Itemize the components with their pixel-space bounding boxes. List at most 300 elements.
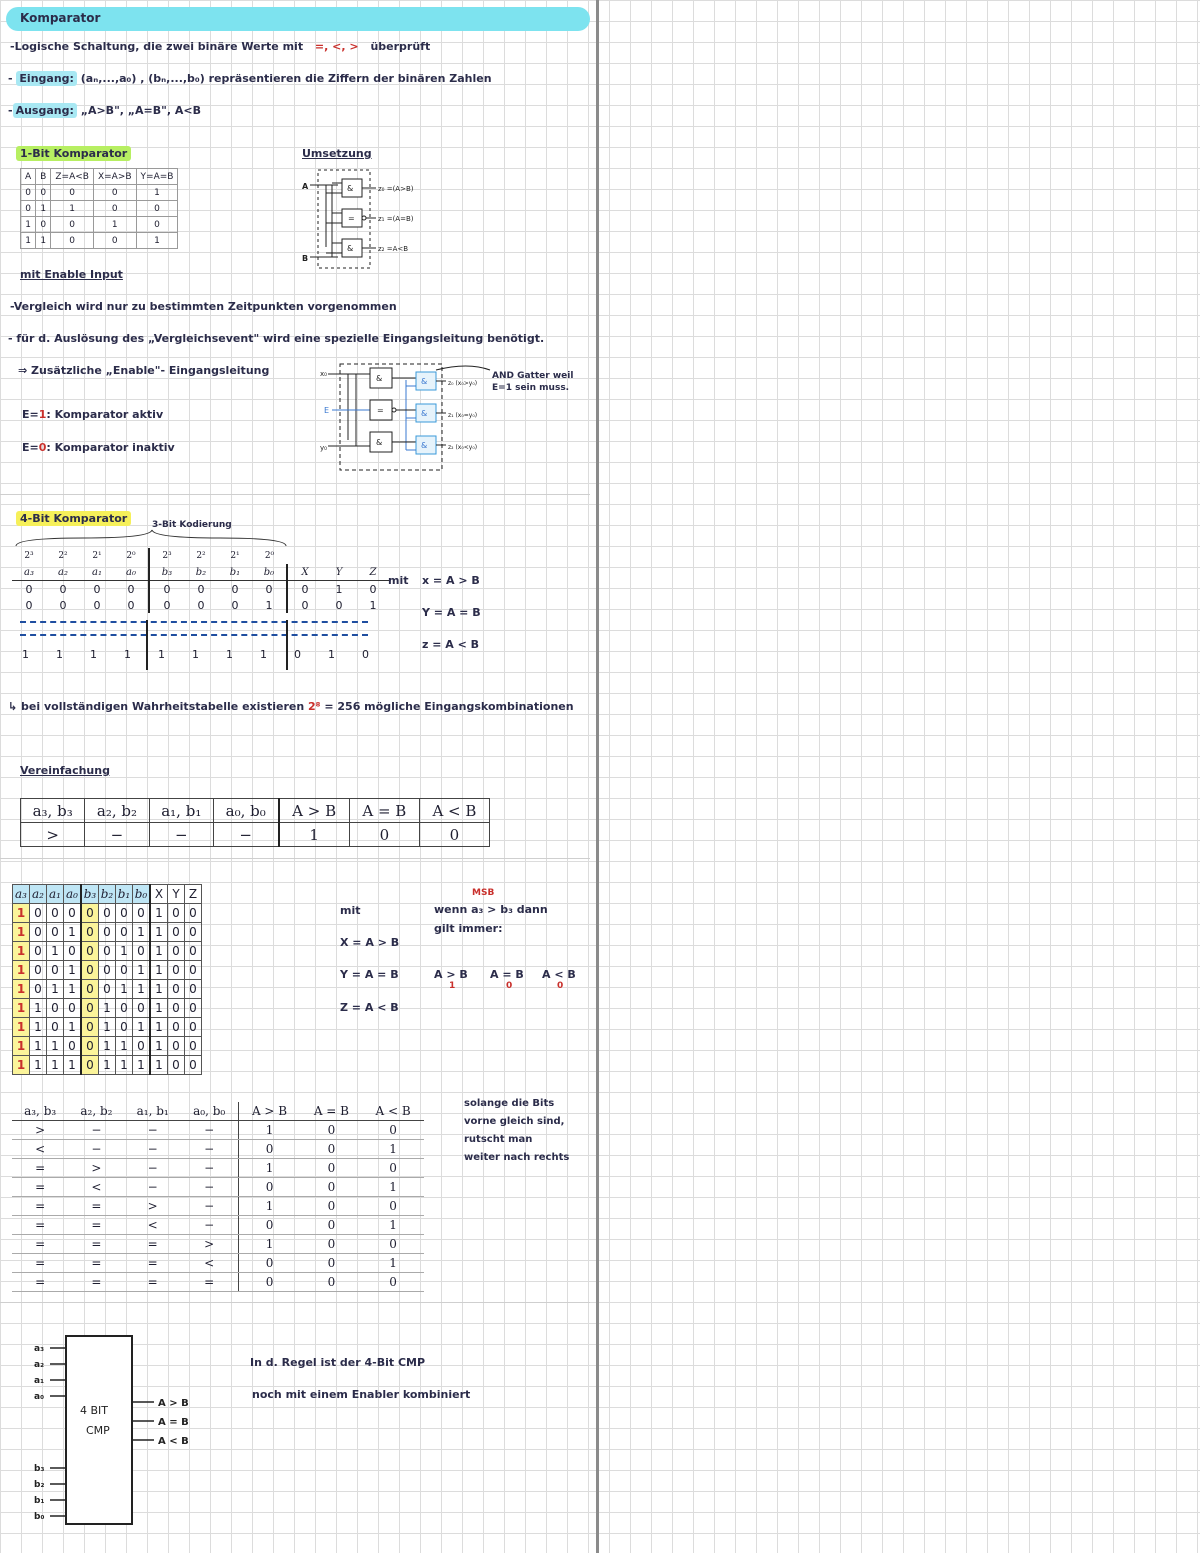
msb-mit: mit bbox=[340, 904, 361, 917]
table-cell: 0 bbox=[185, 904, 202, 923]
svg-text:=: = bbox=[377, 406, 384, 415]
table-cell: = bbox=[125, 1254, 181, 1273]
xnor-gate-icon bbox=[370, 400, 416, 420]
msb-text-2: gilt immer: bbox=[434, 922, 503, 935]
note-text: ↳ bei vollständigen Wahrheitstabelle existieren bbox=[8, 700, 305, 713]
power-cell: 2⁰ bbox=[114, 548, 149, 564]
table-cell: 0 bbox=[136, 217, 178, 233]
header-cell: A > B bbox=[238, 1102, 301, 1121]
table-cell: 0 bbox=[301, 582, 309, 596]
table-cell: 0 bbox=[99, 980, 116, 999]
table-cell: 1 bbox=[36, 233, 51, 249]
table-cell: 0 bbox=[238, 1254, 301, 1273]
cascade-table bbox=[12, 1102, 424, 1292]
table-cell: 1 bbox=[133, 980, 151, 999]
table-cell: 1 bbox=[369, 598, 377, 612]
table-cell: 1 bbox=[13, 904, 30, 923]
header-cell: X=A>B bbox=[93, 169, 136, 185]
header-cell: b₁ bbox=[218, 564, 252, 581]
table-cell: 1 bbox=[13, 1056, 30, 1075]
table-cell: 0 bbox=[301, 1140, 363, 1159]
header-cell: a₀, b₀ bbox=[181, 1102, 238, 1121]
table-cell: 0 bbox=[93, 185, 136, 201]
table-cell: 1 bbox=[51, 201, 94, 217]
table-cell: 1 bbox=[150, 923, 168, 942]
header-cell: Z=A<B bbox=[51, 169, 94, 185]
header-cell: Y bbox=[168, 885, 185, 904]
enable-label-y: y₀ bbox=[320, 444, 327, 452]
table-cell: 0 bbox=[301, 1254, 363, 1273]
table-row bbox=[12, 1121, 424, 1140]
table-cell: − bbox=[181, 1216, 238, 1235]
table-cell: 1 bbox=[150, 942, 168, 961]
and-gate-icon bbox=[370, 368, 416, 388]
table-cell: 0 bbox=[168, 904, 185, 923]
table-cell: 0 bbox=[51, 185, 94, 201]
svg-text:&: & bbox=[421, 441, 428, 450]
header-cell: Z bbox=[185, 885, 202, 904]
table-cell: 1 bbox=[64, 961, 82, 980]
table-cell: 1 bbox=[362, 1140, 424, 1159]
output-label: A < B bbox=[158, 1436, 189, 1447]
table-divider bbox=[286, 620, 288, 670]
table-cell: − bbox=[181, 1140, 238, 1159]
table-cell: 0 bbox=[114, 581, 149, 598]
section-divider bbox=[0, 1302, 590, 1303]
table-cell: 0 bbox=[301, 1197, 363, 1216]
table-cell: 0 bbox=[47, 904, 64, 923]
header-cell: a₃ bbox=[12, 564, 46, 581]
table-cell: 1 bbox=[99, 1056, 116, 1075]
combinations-note bbox=[8, 700, 574, 713]
header-cell: b₃ bbox=[81, 885, 99, 904]
table-cell: 1 bbox=[116, 1056, 133, 1075]
table-cell: = bbox=[68, 1197, 124, 1216]
header-cell: a₁ bbox=[80, 564, 114, 581]
and-gate-icon bbox=[406, 436, 446, 454]
table-cell: − bbox=[85, 823, 149, 847]
table-cell: = bbox=[68, 1235, 124, 1254]
table-cell: 0 bbox=[301, 598, 309, 612]
table-cell: 1 bbox=[133, 923, 151, 942]
title-bar bbox=[6, 7, 590, 31]
table-cell: − bbox=[68, 1140, 124, 1159]
input-label: a₂ bbox=[34, 1360, 45, 1370]
page-title: Komparator bbox=[20, 11, 101, 25]
intro-line-3: - Ausgang: „A>B", „A=B", A<B bbox=[8, 104, 201, 117]
table-header-row bbox=[13, 885, 202, 904]
table-cell: > bbox=[181, 1235, 238, 1254]
table-row bbox=[12, 1178, 424, 1197]
table-cell: 0 bbox=[335, 598, 343, 612]
table-cell: 1 bbox=[116, 942, 133, 961]
header-cell: b₁ bbox=[116, 885, 133, 904]
table-row bbox=[12, 597, 390, 613]
msb-def-y: Y = A = B bbox=[340, 968, 399, 981]
table-cell: 0 bbox=[93, 598, 101, 612]
table-cell: 1 bbox=[47, 1056, 64, 1075]
table-row bbox=[12, 1159, 424, 1178]
output-label: Ausgang: bbox=[13, 103, 77, 118]
header-cell: b₀ bbox=[252, 564, 287, 581]
table-cell: 0 bbox=[185, 923, 202, 942]
table-row bbox=[21, 201, 178, 217]
table-divider bbox=[146, 620, 148, 670]
ellipsis-line bbox=[20, 634, 368, 636]
table-cell: 0 bbox=[21, 201, 36, 217]
table-cell: 0 bbox=[64, 904, 82, 923]
table-cell: < bbox=[68, 1178, 124, 1197]
header-cell: a₂, b₂ bbox=[68, 1102, 124, 1121]
table-cell: 1 bbox=[136, 185, 178, 201]
msb-text-1: wenn a₃ > b₃ dann bbox=[434, 903, 548, 916]
table-cell: 1 bbox=[136, 233, 178, 249]
svg-text:&: & bbox=[376, 438, 383, 447]
table-header-row bbox=[21, 169, 178, 185]
header-cell: a₃, b₃ bbox=[21, 799, 85, 823]
table-cell: 0 bbox=[93, 201, 136, 217]
table-cell: 0 bbox=[59, 598, 67, 612]
table-cell: − bbox=[68, 1121, 124, 1140]
circuit-out-1: z₀ =(A>B) bbox=[378, 185, 414, 193]
table-cell: − bbox=[149, 823, 213, 847]
mit-label: mit bbox=[388, 574, 409, 587]
table-cell: 0 bbox=[30, 942, 47, 961]
msb-result-gt: A > B bbox=[434, 968, 468, 981]
power-cell: 2³ bbox=[162, 551, 172, 561]
table-cell: 1 bbox=[22, 648, 29, 661]
table-cell: 0 bbox=[114, 597, 149, 613]
table-cell: − bbox=[125, 1159, 181, 1178]
table-row bbox=[12, 1254, 424, 1273]
table-cell: = bbox=[125, 1235, 181, 1254]
table-cell: 0 bbox=[133, 942, 151, 961]
table-cell: 0 bbox=[47, 1018, 64, 1037]
table-row bbox=[21, 185, 178, 201]
header-cell: a₁, b₁ bbox=[125, 1102, 181, 1121]
header-cell: A = B bbox=[301, 1102, 363, 1121]
table-cell: 0 bbox=[301, 1235, 363, 1254]
msb-def-x: X = A > B bbox=[340, 936, 400, 949]
enable-value-0: 0 bbox=[38, 441, 47, 454]
table-cell: 1 bbox=[133, 1018, 151, 1037]
intro-text: -Logische Schaltung, die zwei binäre Werte mit bbox=[10, 40, 304, 53]
table-cell: 0 bbox=[64, 999, 82, 1018]
table-cell: 1 bbox=[30, 1037, 47, 1056]
powers-row bbox=[12, 548, 390, 564]
table-cell: 1 bbox=[226, 648, 233, 661]
table-row bbox=[13, 923, 202, 942]
table-cell: 0 bbox=[185, 999, 202, 1018]
coding-brace bbox=[14, 528, 294, 550]
output-text: „A>B", „A=B", A<B bbox=[80, 104, 201, 117]
table-cell: 0 bbox=[47, 961, 64, 980]
table-cell: 1 bbox=[21, 233, 36, 249]
svg-text:&: & bbox=[421, 377, 428, 386]
table-cell: 1 bbox=[13, 1037, 30, 1056]
and-gate-icon bbox=[370, 432, 416, 452]
msb-truth-table bbox=[12, 884, 202, 1075]
table-cell: = bbox=[181, 1273, 238, 1292]
enable-label-x: x₀ bbox=[320, 370, 327, 378]
table-row bbox=[12, 1235, 424, 1254]
table-cell: 0 bbox=[185, 942, 202, 961]
intro-operators: =, <, > bbox=[314, 40, 359, 53]
table-cell: 0 bbox=[64, 1037, 82, 1056]
table-cell: 1 bbox=[93, 217, 136, 233]
table-row bbox=[12, 581, 390, 598]
circuit-label-b: B bbox=[302, 254, 309, 263]
table-cell: 0 bbox=[51, 217, 94, 233]
input-label: a₃ bbox=[34, 1344, 45, 1354]
header-cell: a₂, b₂ bbox=[85, 799, 149, 823]
table-cell: = bbox=[12, 1178, 68, 1197]
and-gate-icon bbox=[326, 179, 376, 197]
header-cell: A > B bbox=[279, 799, 350, 823]
power-cell: 2⁰ bbox=[264, 551, 275, 561]
table-cell: 0 bbox=[93, 582, 101, 596]
table-cell: = bbox=[68, 1273, 124, 1292]
header-cell: Z bbox=[356, 564, 390, 581]
table-cell: 1 bbox=[99, 1037, 116, 1056]
table-cell: 0 bbox=[163, 582, 171, 596]
block-note-2: noch mit einem Enabler kombiniert bbox=[252, 1388, 471, 1401]
table-cell: 1 bbox=[99, 999, 116, 1018]
power-cell: 2² bbox=[58, 551, 68, 561]
table-cell: 1 bbox=[99, 1018, 116, 1037]
table-cell: 1 bbox=[335, 582, 343, 596]
cascade-note-3: rutscht man bbox=[464, 1134, 533, 1145]
table-cell: 0 bbox=[362, 1121, 424, 1140]
table-cell: 0 bbox=[47, 999, 64, 1018]
table-cell: 1 bbox=[56, 648, 63, 661]
input-label: b₂ bbox=[34, 1480, 45, 1490]
table-cell: 0 bbox=[168, 980, 185, 999]
table-cell: < bbox=[181, 1254, 238, 1273]
header-cell: a₀ bbox=[114, 564, 149, 581]
table-cell: 0 bbox=[185, 1018, 202, 1037]
table-cell: 1 bbox=[238, 1197, 301, 1216]
power-cell: 2³ bbox=[24, 551, 34, 561]
table-cell: 0 bbox=[21, 185, 36, 201]
table-cell: 0 bbox=[30, 961, 47, 980]
and-gate-icon bbox=[406, 372, 446, 390]
ellipsis-line bbox=[20, 621, 368, 623]
table-cell: 0 bbox=[294, 648, 301, 661]
enable-line-1: -Vergleich wird nur zu bestimmten Zeitpunkten vorgenommen bbox=[10, 300, 397, 313]
header-cell: X bbox=[287, 564, 322, 581]
header-cell: Y=A=B bbox=[136, 169, 178, 185]
table-cell: 0 bbox=[133, 904, 151, 923]
msb-value-gt: 1 bbox=[449, 981, 456, 991]
enable-heading: mit Enable Input bbox=[20, 268, 123, 281]
power-cell: 2¹ bbox=[230, 551, 240, 561]
page-edge bbox=[596, 0, 599, 1553]
table-cell: 1 bbox=[150, 1018, 168, 1037]
table-cell: = bbox=[12, 1216, 68, 1235]
msb-result-lt: A < B bbox=[542, 968, 576, 981]
table-cell: 0 bbox=[30, 980, 47, 999]
table-cell: 1 bbox=[13, 961, 30, 980]
table-cell: 1 bbox=[30, 999, 47, 1018]
table-cell: 0 bbox=[116, 999, 133, 1018]
def-y: Y = A = B bbox=[422, 606, 481, 619]
table-cell: > bbox=[21, 823, 85, 847]
table-row bbox=[21, 233, 178, 249]
table-cell: 1 bbox=[124, 648, 131, 661]
table-cell: 1 bbox=[64, 923, 82, 942]
input-label: b₀ bbox=[34, 1512, 45, 1522]
table-row bbox=[13, 1056, 202, 1075]
table-cell: 0 bbox=[99, 923, 116, 942]
table-cell: 0 bbox=[93, 233, 136, 249]
enable-inactive bbox=[22, 441, 175, 454]
table-cell: 1 bbox=[64, 1056, 82, 1075]
table-row bbox=[13, 1037, 202, 1056]
enable-active-text: : Komparator aktiv bbox=[46, 408, 164, 421]
table-cell: 0 bbox=[81, 999, 99, 1018]
table-cell: 1 bbox=[192, 648, 199, 661]
table-cell: 0 bbox=[301, 1121, 363, 1140]
table-row bbox=[12, 1216, 424, 1235]
svg-text:&: & bbox=[347, 184, 354, 193]
intro-line-2: - Eingang: (aₙ,...,a₀) , (bₙ,...,b₀) repräsentieren die Ziffern der binären Zahlen bbox=[8, 72, 492, 85]
section-divider bbox=[0, 494, 590, 495]
table-cell: 0 bbox=[36, 185, 51, 201]
table-row bbox=[12, 1197, 424, 1216]
table-cell: = bbox=[12, 1235, 68, 1254]
note-power: 2⁸ bbox=[308, 700, 321, 713]
section-divider bbox=[0, 858, 590, 859]
table-cell: 0 bbox=[168, 1056, 185, 1075]
and-note-2: E=1 sein muss. bbox=[492, 383, 570, 393]
power-cell: 2² bbox=[196, 551, 206, 561]
header-cell: b₀ bbox=[133, 885, 151, 904]
svg-text:=: = bbox=[348, 214, 355, 223]
table-cell: − bbox=[181, 1197, 238, 1216]
table-cell: 1 bbox=[150, 980, 168, 999]
table-cell: 0 bbox=[197, 582, 205, 596]
table-cell: 0 bbox=[30, 923, 47, 942]
enable-value-1: 1 bbox=[38, 408, 47, 421]
table-row bbox=[13, 980, 202, 999]
table-cell: 0 bbox=[25, 598, 33, 612]
table-cell: − bbox=[181, 1178, 238, 1197]
table-cell: 1 bbox=[238, 1235, 301, 1254]
table-cell: = bbox=[125, 1273, 181, 1292]
table-cell: 0 bbox=[168, 1037, 185, 1056]
table-cell: 1 bbox=[158, 648, 165, 661]
msb-label: MSB bbox=[472, 888, 495, 898]
table-cell: 0 bbox=[81, 1037, 99, 1056]
table-cell: = bbox=[68, 1216, 124, 1235]
table-cell: 0 bbox=[231, 582, 239, 596]
table-cell: 0 bbox=[116, 923, 133, 942]
table-cell: = bbox=[12, 1159, 68, 1178]
table-cell: 1 bbox=[150, 1056, 168, 1075]
note-text-end: = 256 mögliche Eingangskombinationen bbox=[324, 700, 574, 713]
table-cell: 0 bbox=[349, 823, 419, 847]
intro-text-end: überprüft bbox=[370, 40, 431, 53]
and-gate-icon bbox=[326, 239, 376, 257]
msb-def-z: Z = A < B bbox=[340, 1001, 399, 1014]
enable-out-1: z₀ (x₀>y₀) bbox=[448, 380, 478, 387]
table-cell: 0 bbox=[47, 923, 64, 942]
cmp-label-1: 4 BIT bbox=[80, 1404, 109, 1417]
table-cell: < bbox=[12, 1140, 68, 1159]
circuit-out-2: z₁ =(A=B) bbox=[378, 215, 414, 223]
simplification-heading: Vereinfachung bbox=[20, 764, 110, 777]
output-label: A > B bbox=[158, 1398, 189, 1409]
and-gate-icon bbox=[406, 404, 446, 422]
header-cell: a₁, b₁ bbox=[149, 799, 213, 823]
table-cell: 1 bbox=[47, 942, 64, 961]
table-cell: 0 bbox=[168, 961, 185, 980]
table-cell: 0 bbox=[252, 581, 287, 598]
svg-text:&: & bbox=[376, 374, 383, 383]
table-cell: 1 bbox=[150, 961, 168, 980]
table-cell: 1 bbox=[64, 1018, 82, 1037]
table-cell: 1 bbox=[47, 980, 64, 999]
enable-line-2: - für d. Auslösung des „Vergleichsevent" wird eine spezielle Eingangsleitung benötigt. bbox=[8, 332, 545, 345]
table-cell: − bbox=[125, 1140, 181, 1159]
table-cell: 0 bbox=[185, 961, 202, 980]
table-cell: > bbox=[125, 1197, 181, 1216]
enable-circuit bbox=[318, 360, 598, 475]
table-cell: 0 bbox=[238, 1216, 301, 1235]
table-cell: 0 bbox=[362, 1235, 424, 1254]
table-cell: = bbox=[12, 1254, 68, 1273]
table-cell: 1 bbox=[64, 980, 82, 999]
table-cell: 0 bbox=[301, 1178, 363, 1197]
table-cell: 1 bbox=[13, 980, 30, 999]
table-row bbox=[12, 1273, 424, 1292]
def-x: x = A > B bbox=[422, 574, 480, 587]
table-cell: = bbox=[12, 1273, 68, 1292]
circuit-label-a: A bbox=[302, 182, 309, 191]
table-row bbox=[13, 1018, 202, 1037]
one-bit-truth-table bbox=[20, 168, 178, 249]
notes-page bbox=[0, 0, 596, 1553]
intro-line-1 bbox=[10, 40, 430, 53]
cmp-block-diagram bbox=[20, 1330, 220, 1530]
svg-text:&: & bbox=[421, 409, 428, 418]
table-cell: 0 bbox=[168, 1018, 185, 1037]
table-cell: 0 bbox=[136, 201, 178, 217]
table-cell: 0 bbox=[185, 1037, 202, 1056]
msb-result-eq: A = B bbox=[490, 968, 524, 981]
cascade-note-2: vorne gleich sind, bbox=[464, 1116, 565, 1127]
table-cell: 0 bbox=[51, 233, 94, 249]
svg-text:&: & bbox=[347, 244, 354, 253]
table-cell: 0 bbox=[25, 582, 33, 596]
input-label: b₃ bbox=[34, 1464, 45, 1474]
table-cell: 1 bbox=[13, 999, 30, 1018]
table-cell: 0 bbox=[369, 582, 377, 596]
table-cell: 1 bbox=[133, 1056, 151, 1075]
table-cell: 0 bbox=[163, 598, 171, 612]
header-cell: A bbox=[21, 169, 36, 185]
header-cell: a₃, b₃ bbox=[12, 1102, 68, 1121]
one-bit-circuit bbox=[298, 165, 438, 270]
table-row bbox=[12, 1140, 424, 1159]
header-cell: A = B bbox=[349, 799, 419, 823]
enable-e-label: E= bbox=[22, 441, 39, 454]
table-cell: 0 bbox=[81, 923, 99, 942]
table-cell: 1 bbox=[252, 597, 287, 613]
table-cell: 1 bbox=[47, 1037, 64, 1056]
enable-line-3: ⇒ Zusätzliche „Enable"- Eingangsleitung bbox=[18, 364, 270, 377]
